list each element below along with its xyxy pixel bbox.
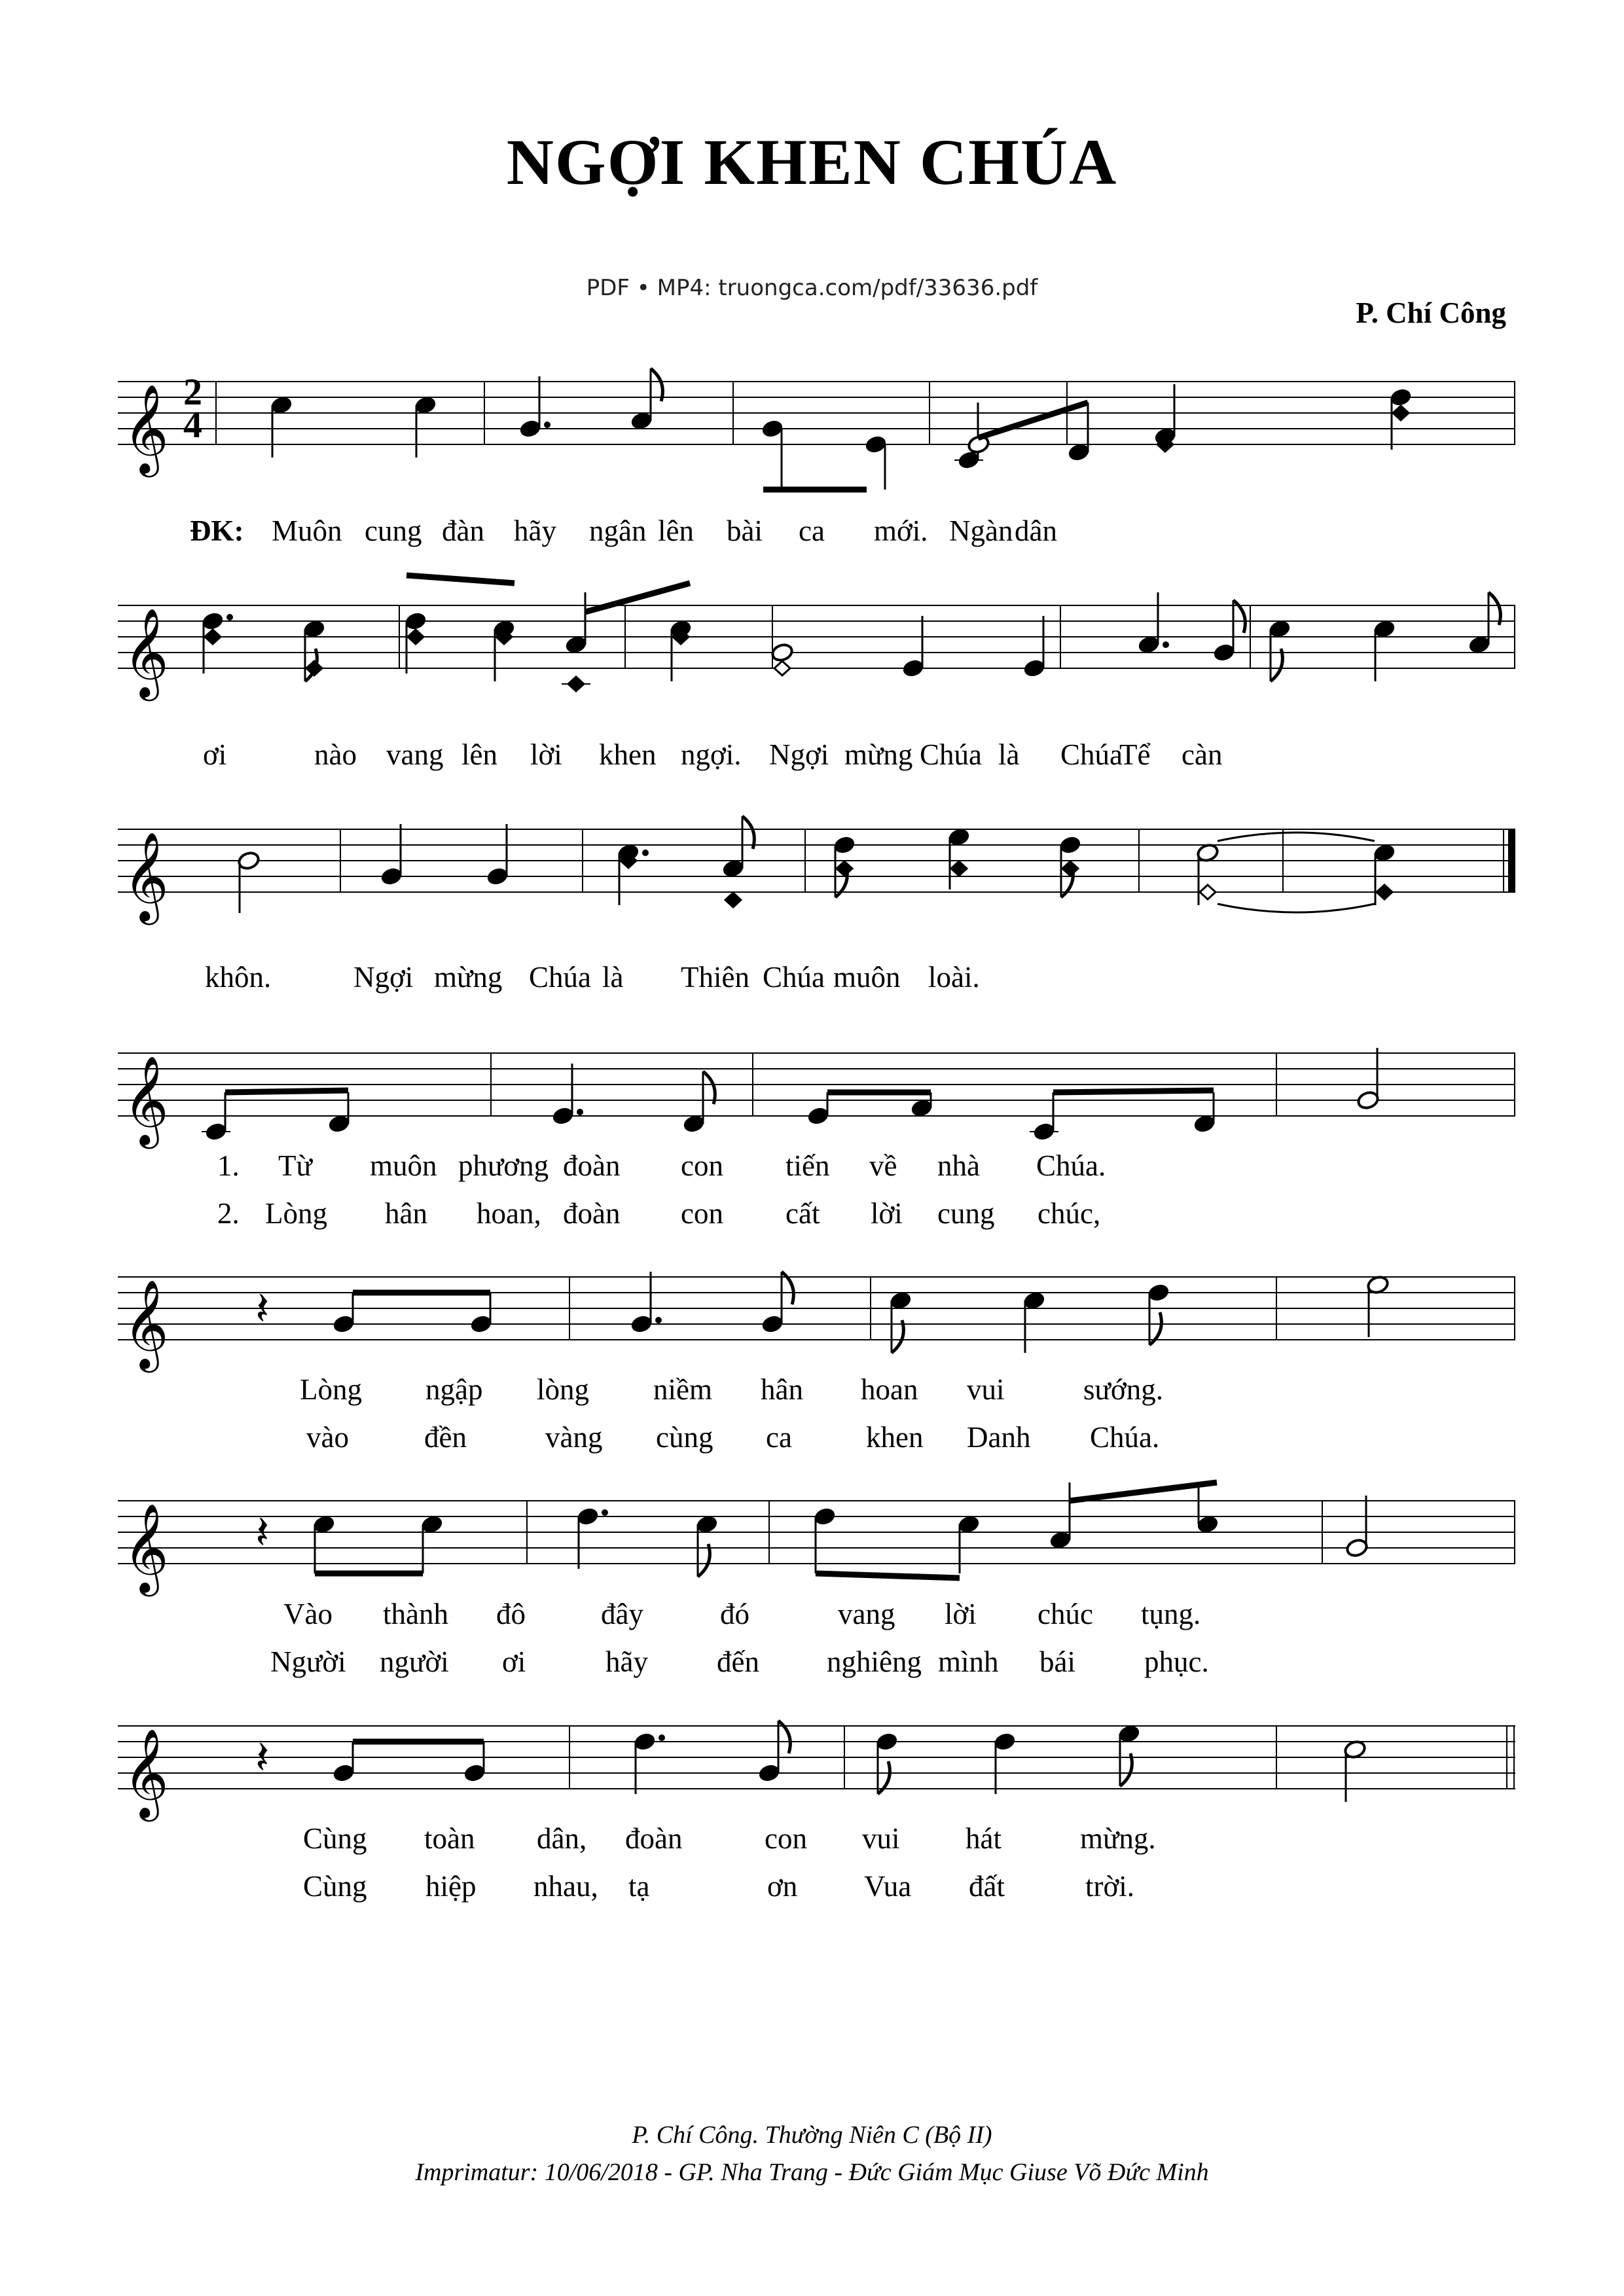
treble-clef-icon: 𝄞	[123, 383, 169, 473]
final-barline	[1508, 829, 1515, 892]
lyric-syllable: cùng	[656, 1421, 713, 1454]
lyric-syllable: lòng	[537, 1373, 590, 1406]
lyrics-refrain-1	[118, 514, 1515, 553]
verse-number-2: 2.	[217, 1197, 240, 1230]
lyric-syllable: Thiên	[681, 961, 749, 994]
lyric-syllable: là	[998, 738, 1020, 771]
staff-1-notation	[118, 372, 1515, 503]
lyric-syllable: con	[765, 1822, 807, 1855]
lyric-syllable: bái	[1039, 1645, 1075, 1678]
lyric-syllable: Chúa	[529, 961, 591, 994]
notehead	[1200, 885, 1216, 899]
lyric-syllable: chúc	[1038, 1598, 1093, 1630]
lyric-syllable: tiến	[785, 1149, 830, 1182]
staff-3-notation	[118, 819, 1515, 950]
lyric-syllable: phục.	[1144, 1645, 1209, 1678]
flag	[651, 368, 662, 401]
notehead	[951, 861, 967, 876]
staff-6	[118, 1491, 1515, 1592]
lyric-syllable: Người	[270, 1645, 346, 1678]
tie	[1218, 904, 1375, 912]
dot	[642, 850, 649, 856]
lyrics-refrain-3	[118, 960, 1515, 999]
staff-2	[118, 596, 1515, 697]
time-sig-top: 2	[183, 370, 202, 413]
lyric-syllable: Ngợi	[353, 961, 414, 994]
lyric-syllable: ngân	[589, 514, 647, 547]
dot	[655, 1317, 662, 1323]
lyric-syllable: hãy	[514, 514, 556, 547]
lyric-syllable: lời	[871, 1197, 903, 1230]
lyrics-verse-1-line-4	[118, 1821, 1515, 1861]
notehead	[837, 861, 852, 876]
lyrics-verse-1-line-3	[118, 1597, 1515, 1636]
lyric-syllable: càn	[1182, 738, 1223, 771]
lyric-syllable: dân	[1015, 514, 1057, 547]
lyric-syllable: toàn	[424, 1822, 475, 1855]
lyric-syllable: đây	[601, 1598, 643, 1630]
time-sig-bottom: 4	[183, 403, 202, 446]
lyric-syllable: Ngàn	[949, 514, 1013, 547]
staff-7	[118, 1716, 1515, 1818]
lyric-syllable: mới.	[874, 514, 928, 547]
lyric-syllable: muôn	[833, 961, 901, 994]
lyric-syllable: hân	[761, 1373, 803, 1406]
lyric-syllable: Lòng	[265, 1197, 327, 1230]
lyric-syllable: đó	[720, 1598, 749, 1630]
beam	[1070, 1482, 1217, 1501]
lyric-syllable: người	[380, 1645, 449, 1678]
flag	[1120, 1753, 1132, 1786]
dot	[226, 614, 233, 620]
lyric-syllable: ca	[766, 1421, 792, 1454]
lyric-syllable: ca	[799, 514, 825, 547]
lyrics-refrain-2	[118, 738, 1515, 777]
lyric-syllable: trời.	[1085, 1870, 1135, 1903]
lyric-syllable: lên	[658, 514, 694, 547]
beam	[816, 1573, 960, 1578]
beam	[978, 403, 1088, 438]
tie	[1218, 833, 1375, 841]
dot	[659, 1734, 665, 1741]
lyric-syllable: lên	[461, 738, 497, 771]
lyric-syllable: Chúa	[1060, 738, 1123, 771]
lyric-syllable: Chúa	[920, 738, 982, 771]
lyric-syllable: đàn	[442, 514, 484, 547]
lyric-syllable: bài	[727, 514, 763, 547]
flag	[1489, 592, 1500, 625]
lyric-syllable: Ngợi	[769, 738, 829, 771]
lyric-syllable: dân,	[537, 1822, 587, 1855]
staff-5	[118, 1267, 1515, 1369]
lyric-syllable: cung	[365, 514, 422, 547]
beam	[585, 583, 690, 612]
lyric-syllable: ngập	[425, 1373, 483, 1406]
lyric-syllable: muôn	[370, 1149, 437, 1182]
staff-1	[118, 370, 1515, 473]
song-title: NGỢI KHEN CHÚA	[506, 126, 1118, 198]
lyric-syllable: đô	[496, 1598, 526, 1630]
dot	[577, 1109, 583, 1115]
lyric-syllable: hãy	[605, 1645, 648, 1678]
lyric-syllable: Cùng	[303, 1822, 367, 1855]
lyric-syllable: Danh	[967, 1421, 1031, 1454]
staff-3	[118, 819, 1515, 921]
lyric-syllable: phương	[458, 1149, 549, 1182]
staff-2-notation	[118, 596, 1515, 726]
lyrics-verse-2-line-2	[118, 1420, 1515, 1460]
lyric-syllable: hiệp	[425, 1870, 477, 1903]
lyric-syllable: vang	[838, 1598, 895, 1630]
notehead	[774, 661, 790, 675]
refrain-label: ĐK:	[190, 514, 244, 547]
treble-clef-icon: 𝄞	[123, 831, 169, 921]
quarter-rest-icon: 𝄽	[255, 1505, 270, 1559]
lyric-syllable: Từ	[278, 1149, 312, 1182]
lyrics-verse-1-line-1	[118, 1149, 1515, 1188]
verse-number-1: 1.	[217, 1149, 240, 1182]
lyric-syllable: lời	[530, 738, 562, 771]
lyric-syllable: vui	[862, 1822, 900, 1855]
lyric-syllable: Vào	[283, 1598, 333, 1630]
flag	[892, 1320, 903, 1353]
lyric-syllable: niềm	[653, 1373, 712, 1406]
lyric-syllable: lời	[945, 1598, 977, 1630]
treble-clef-icon: 𝄞	[123, 607, 169, 697]
lyric-syllable: đền	[424, 1421, 467, 1454]
lyric-syllable: vang	[386, 738, 444, 771]
lyric-syllable: Chúa.	[1036, 1149, 1106, 1182]
notehead	[205, 630, 221, 644]
lyric-syllable: đến	[717, 1645, 759, 1678]
dot	[1163, 641, 1169, 648]
lyric-syllable: con	[681, 1197, 723, 1230]
lyric-syllable: Muôn	[272, 514, 342, 547]
lyric-syllable: nghiêng	[827, 1645, 922, 1678]
beam	[225, 1090, 348, 1092]
quarter-rest-icon: 𝄽	[255, 1282, 270, 1335]
lyric-syllable: hoan,	[477, 1197, 541, 1230]
beam	[406, 575, 514, 583]
treble-clef-icon: 𝄞	[123, 1727, 169, 1818]
notehead	[770, 643, 794, 663]
flag	[703, 1071, 715, 1104]
lyric-syllable: Vua	[864, 1870, 912, 1903]
notehead	[725, 893, 741, 907]
flag	[1271, 649, 1282, 681]
notehead	[1393, 406, 1409, 420]
lyric-syllable: khen	[866, 1421, 924, 1454]
footer-imprimatur: Imprimatur: 10/06/2018 - GP. Nha Trang - Đức Giám Mục Giuse Võ Đức Minh	[415, 2159, 1209, 2186]
lyric-syllable: hoan	[861, 1373, 918, 1406]
flag	[698, 1544, 710, 1577]
lyric-syllable: nào	[314, 738, 357, 771]
dot	[544, 422, 550, 428]
lyric-syllable: về	[869, 1149, 897, 1182]
lyric-syllable: Chúa	[763, 961, 825, 994]
lyric-syllable: đoàn	[563, 1149, 621, 1182]
lyric-syllable: loài.	[928, 961, 980, 994]
dot	[602, 1509, 608, 1516]
beam	[1053, 1090, 1214, 1092]
lyrics-verse-2-line-4	[118, 1869, 1515, 1909]
notehead	[1062, 861, 1078, 876]
lyric-syllable: nhà	[937, 1149, 980, 1182]
lyric-syllable: hân	[385, 1197, 427, 1230]
lyrics-verse-1-line-2	[118, 1372, 1515, 1412]
lyric-syllable: mừng	[844, 738, 913, 771]
lyric-syllable: đoàn	[563, 1197, 621, 1230]
lyric-syllable: cất	[785, 1197, 820, 1230]
lyric-syllable: đất	[969, 1870, 1005, 1903]
lyrics-verse-2-line-1	[118, 1196, 1515, 1236]
lyric-syllable: vui	[967, 1373, 1005, 1406]
lyric-syllable: thành	[383, 1598, 448, 1630]
lyric-syllable: mình	[938, 1645, 999, 1678]
lyric-syllable: ơi	[203, 738, 227, 771]
lyric-syllable: khen	[599, 738, 657, 771]
notehead	[408, 630, 424, 644]
lyric-syllable: ơi	[502, 1645, 526, 1678]
lyric-syllable: Tể	[1119, 738, 1151, 771]
flag	[742, 816, 754, 849]
staff-4	[118, 1043, 1515, 1145]
lyric-syllable: mừng	[434, 961, 503, 994]
lyric-syllable: mừng.	[1080, 1822, 1156, 1855]
lyric-syllable: tụng.	[1141, 1598, 1201, 1630]
lyric-syllable: vào	[306, 1421, 349, 1454]
lyric-syllable: cung	[937, 1197, 995, 1230]
lyric-syllable: nhau,	[533, 1870, 598, 1903]
lyric-syllable: khôn.	[205, 961, 272, 994]
lyric-syllable: chúc,	[1038, 1197, 1101, 1230]
lyric-syllable: con	[681, 1149, 723, 1182]
lyric-syllable: hát	[965, 1822, 1001, 1855]
quarter-rest-icon: 𝄽	[255, 1731, 270, 1784]
lyric-syllable: đoàn	[625, 1822, 683, 1855]
footer-credit: P. Chí Công. Thường Niên C (Bộ II)	[632, 2121, 992, 2149]
lyrics-verse-2-line-3	[118, 1645, 1515, 1684]
composer: P. Chí Công	[1356, 296, 1506, 329]
lyric-syllable: Cùng	[303, 1870, 367, 1903]
lyric-syllable: vàng	[545, 1421, 603, 1454]
treble-clef-icon: 𝄞	[123, 1502, 169, 1592]
treble-clef-icon: 𝄞	[123, 1278, 169, 1369]
lyric-syllable: ngợi.	[681, 738, 742, 771]
notehead	[1377, 885, 1392, 899]
lyric-syllable: sướng.	[1083, 1373, 1163, 1406]
treble-clef-icon: 𝄞	[123, 1054, 169, 1145]
lyric-syllable: là	[602, 961, 624, 994]
lyric-syllable: Lòng	[300, 1373, 362, 1406]
notehead	[568, 677, 584, 691]
lyric-syllable: Chúa.	[1090, 1421, 1160, 1454]
lyric-syllable: tạ	[628, 1870, 650, 1903]
lyric-syllable: ơn	[767, 1870, 798, 1903]
source-link[interactable]: PDF • MP4: truongca.com/pdf/33636.pdf	[586, 275, 1038, 301]
